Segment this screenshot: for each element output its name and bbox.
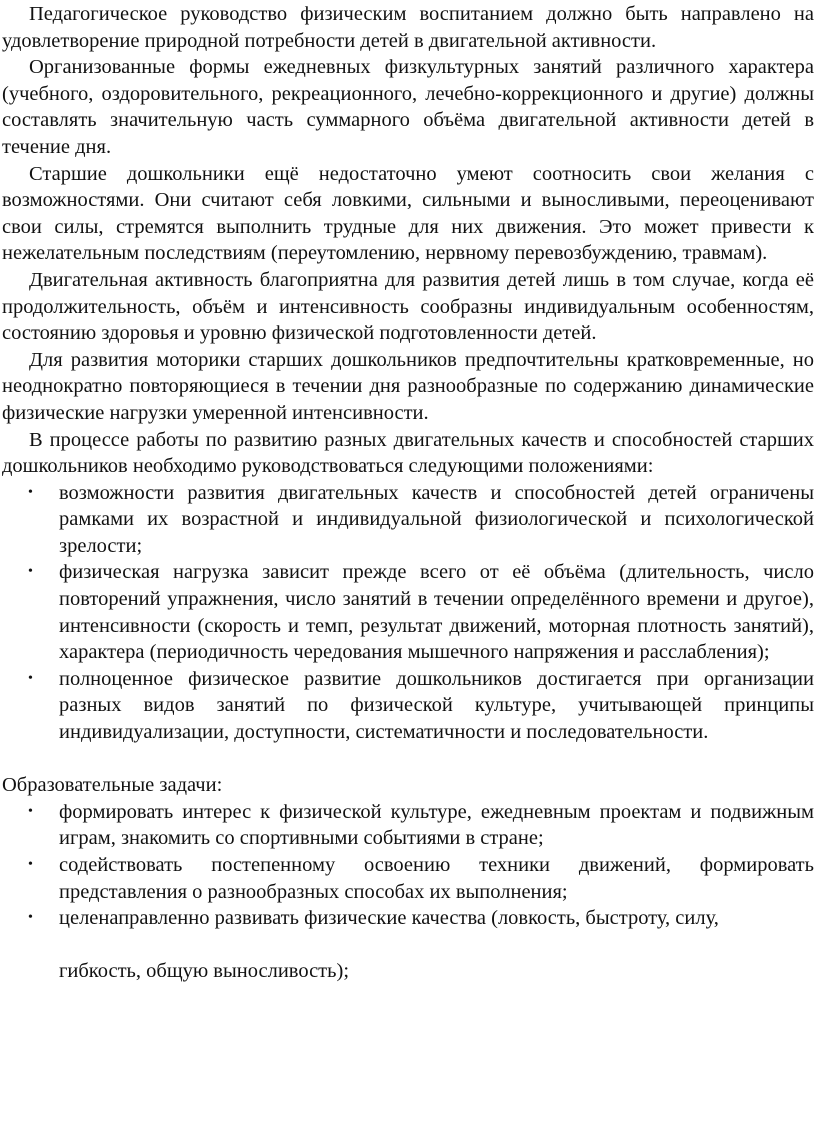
list-item-text: физическая нагрузка зависит прежде всего от её объёма (длительность, число повторений упражнения, число занятий в течении определённого времени и другое), интенсивности (скорость и темп, результат движений, моторная плотность занятий), характера (периодичность чередования мышечного напряжения и расслабления); — [59, 561, 814, 664]
list-item — [2, 559, 814, 665]
blank-line — [2, 746, 814, 773]
paragraph-older-preschoolers: Старшие дошкольники ещё недостаточно умеют соотносить свои желания с возможностями. Они считают себя ловкими, сильными и выносливыми, переоценивают свои силы, стремятся выполнить трудные для них движения. Это может привести к нежелательным последствиям (переутомлению, нервному перевозбуждению, травмам). — [2, 162, 814, 265]
list-item — [2, 666, 814, 746]
list-item-text: возможности развития двигательных качеств и способностей детей ограничены рамками их возрастной и индивидуальной физиологической и психологической зрелости; — [59, 481, 814, 557]
paragraph-organized-forms: Организованные формы ежедневных физкультурных занятий различного характера (учебного, оздоровительного, рекреационного, лечебно-коррекционного и другие) должны составлять значительную часть суммарного объёма двигательной активности детей в течение дня. — [2, 56, 814, 158]
paragraph-motor-activity: Двигательная активность благоприятна для развития детей лишь в том случае, когда её продолжительность, объём и интенсивность сообразны индивидуальным особенностям, состоянию здоровья и уровню физической подготовленности детей. — [2, 268, 814, 345]
bullet-icon: • — [28, 803, 33, 819]
list-item-text: гибкость, общую выносливость); — [59, 960, 350, 983]
bullet-icon: • — [28, 910, 33, 926]
list-item-text: полноценное физическое развитие дошкольников достигается при организации разных видов занятий по физической культуре, учитывающей принципы индивидуализации, доступности, систематичности и последовательности. — [59, 667, 814, 744]
list-item-text: целенаправленно развивать физические качества (ловкость, быстроту, силу, — [59, 907, 719, 930]
blank-line — [59, 932, 814, 959]
list-item — [2, 480, 814, 560]
bullet-icon: • — [28, 484, 33, 500]
list-item-continuation — [2, 932, 814, 985]
paragraph-guidance: Педагогическое руководство физическим воспитанием должно быть направлено на удовлетворение природной потребности детей в двигательной активности. — [2, 3, 814, 52]
bullet-icon: • — [28, 857, 33, 872]
tasks-heading: Образовательные задачи: — [2, 774, 223, 797]
list-item-text: формировать интерес к физической культуре, ежедневным проектам и подвижным играм, знакомить со спортивными событиями в стране; — [59, 800, 814, 850]
paragraph-positions-intro: В процессе работы по развитию разных двигательных качеств и способностей старших дошкольников необходимо руководствоваться следующими положениями: — [2, 428, 814, 478]
positions-list — [2, 480, 814, 746]
bullet-icon: • — [28, 564, 33, 580]
paragraph-motor-skills: Для развития моторики старших дошкольников предпочтительны кратковременные, но неоднократно повторяющиеся в течении дня разнообразные по содержанию динамические физические нагрузки умеренной интенсивности. — [2, 348, 814, 424]
list-item — [2, 852, 814, 905]
list-item — [2, 799, 814, 852]
bullet-icon: • — [28, 670, 33, 686]
tasks-list — [2, 799, 814, 985]
list-item-text: содействовать постепенному освоению техники движений, формировать представления о разнообразных способах их выполнения; — [59, 854, 814, 903]
list-item — [2, 905, 814, 932]
